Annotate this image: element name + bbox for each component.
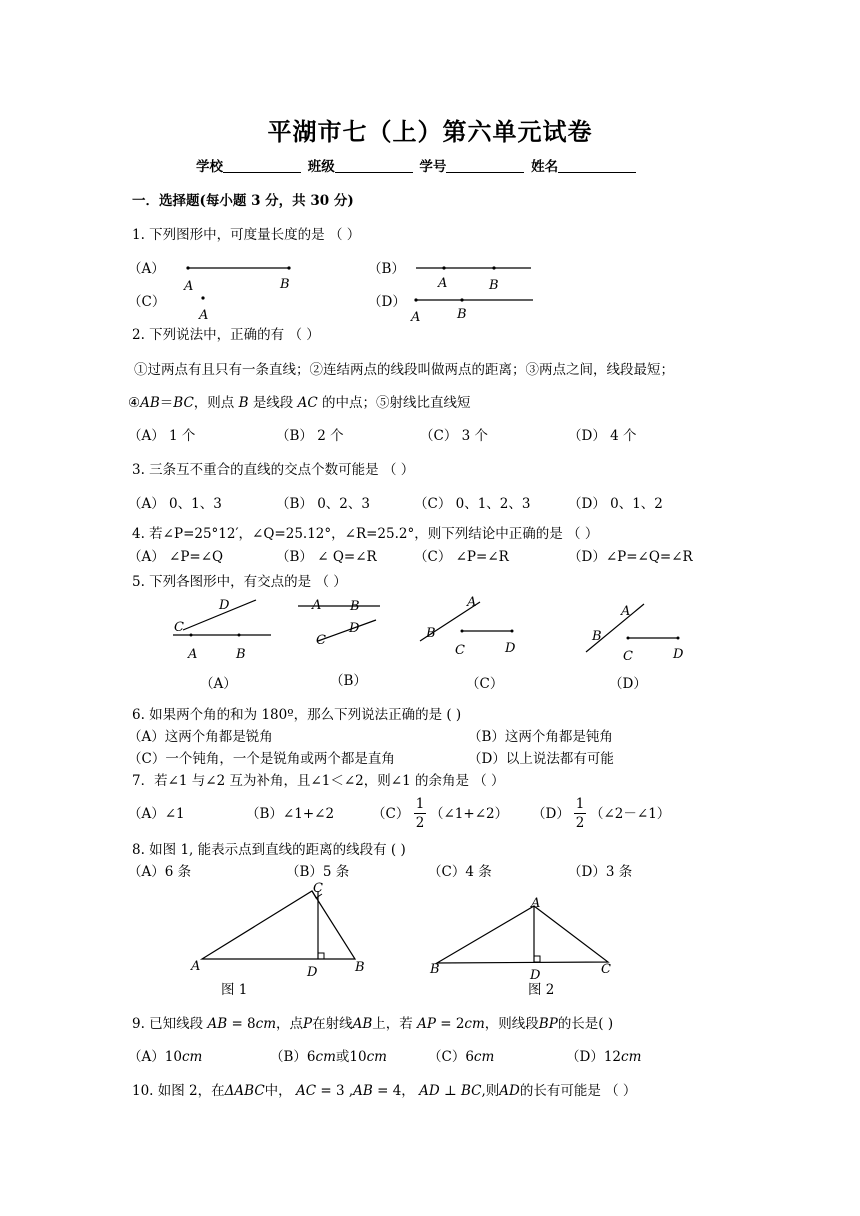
svg-text:B: B: [355, 960, 365, 975]
svg-text:A: A: [438, 276, 448, 291]
figure-2: [429, 896, 611, 983]
section-heading: 一．选择题(每小题 3 分，共 30 分): [132, 193, 354, 209]
q7-option-c-fraction: 1 2: [415, 796, 425, 831]
q6-option-a[interactable]: （A）这两个角都是锐角: [128, 729, 273, 745]
q2-option-b[interactable]: （B） 2 个: [276, 428, 344, 444]
svg-text:A: A: [184, 279, 194, 294]
svg-text:B: B: [426, 626, 436, 641]
svg-text:D: D: [219, 598, 230, 613]
svg-text:A: A: [621, 604, 631, 619]
q7-option-c-text: （∠1+∠2）: [430, 806, 509, 822]
q1-label-d: （D）: [368, 294, 406, 310]
svg-text:D: D: [307, 965, 318, 980]
svg-text:C: C: [623, 649, 633, 664]
q6-option-c[interactable]: （C）一个钝角，一个是锐角或两个都是直角: [128, 751, 395, 767]
q9-option-a[interactable]: （A）10cm: [128, 1049, 203, 1065]
figure-1-caption: 图 1: [221, 982, 248, 998]
q7-option-d-label[interactable]: （D）: [532, 806, 570, 822]
q2-line1: ①过两点有且只有一条直线；②连结两点的线段叫做两点的距离；③两点之间，线段最短；: [134, 362, 674, 378]
svg-text:B: B: [489, 278, 499, 293]
q2-option-a[interactable]: （A） 1 个: [128, 428, 196, 444]
q10-stem: 10. 如图 2，在ΔABC中， AC = 3 ,AB = 4， AD ⊥ BC,则AD的长有可能是 （ ）: [132, 1083, 637, 1099]
svg-text:A: A: [411, 310, 421, 325]
svg-text:D: D: [505, 641, 516, 656]
svg-text:A: A: [312, 598, 322, 613]
q7-option-c-label[interactable]: （C）: [372, 806, 410, 822]
class-label: 班级: [307, 159, 335, 175]
q8-option-c[interactable]: （C）4 条: [428, 864, 492, 880]
q7-option-a[interactable]: （A）∠1: [128, 806, 185, 822]
svg-text:B: B: [280, 277, 290, 292]
q4-option-c[interactable]: （C） ∠P=∠R: [414, 549, 509, 565]
svg-text:C: C: [174, 620, 184, 635]
q3-option-c[interactable]: （C） 0、1、2、3: [414, 496, 531, 512]
svg-text:B: B: [236, 647, 246, 662]
svg-text:B: B: [430, 962, 440, 977]
svg-text:D: D: [530, 968, 541, 983]
q7-option-d-fraction: 1 2: [575, 796, 585, 831]
q3-stem: 3. 三条互不重合的直线的交点个数可能是 （ ）: [132, 462, 415, 478]
q5-stem: 5. 下列各图形中，有交点的是 （ ）: [132, 574, 347, 590]
q1-label-a: （A）: [128, 261, 165, 277]
q8-option-a[interactable]: （A）6 条: [128, 864, 192, 880]
q1-label-b: （B）: [368, 261, 405, 277]
svg-text:D: D: [349, 621, 360, 636]
q5-label-b[interactable]: （B）: [330, 673, 367, 689]
q2-option-c[interactable]: （C） 3 个: [420, 428, 489, 444]
q6-option-b[interactable]: （B）这两个角都是钝角: [468, 729, 613, 745]
q7-option-d-text: （∠2－∠1）: [590, 806, 671, 822]
q9-option-d[interactable]: （D）12cm: [566, 1049, 642, 1065]
q2-line2: ④AB＝BC，则点 B 是线段 AC 的中点；⑤射线比直线短: [128, 395, 471, 411]
svg-text:A: A: [467, 595, 477, 610]
q5-label-a[interactable]: （A）: [200, 676, 237, 692]
school-label: 学校: [196, 159, 223, 175]
q1-stem: 1. 下列图形中，可度量长度的是 （ ）: [132, 227, 361, 243]
q9-stem: 9. 已知线段 AB = 8cm，点P在射线AB上，若 AP = 2cm，则线段BP的长是( ): [132, 1016, 614, 1032]
svg-text:A: A: [199, 308, 209, 323]
svg-text:C: C: [313, 881, 323, 896]
svg-text:B: B: [592, 629, 602, 644]
q4-option-a[interactable]: （A） ∠P=∠Q: [128, 549, 224, 565]
svg-text:C: C: [455, 643, 465, 658]
q8-stem: 8. 如图 1, 能表示点到直线的距离的线段有 ( ): [132, 842, 406, 858]
q2-stem: 2. 下列说法中，正确的有 （ ）: [132, 327, 320, 343]
q3-option-a[interactable]: （A） 0、1、3: [128, 496, 222, 512]
name-label: 姓名: [531, 159, 559, 175]
q4-stem: 4. 若∠P=25°12′，∠Q=25.12°，∠R=25.2°，则下列结论中正确的是 （ ）: [132, 526, 599, 542]
svg-text:A: A: [191, 959, 201, 974]
q3-option-d[interactable]: （D） 0、1、2: [568, 496, 663, 512]
q2-option-d[interactable]: （D） 4 个: [568, 428, 637, 444]
q6-option-d[interactable]: （D）以上说法都有可能: [468, 751, 614, 767]
q3-option-b[interactable]: （B） 0、2、3: [276, 496, 370, 512]
q9-option-c[interactable]: （C）6cm: [428, 1049, 495, 1065]
q5-label-d[interactable]: （D）: [609, 676, 647, 692]
q5-label-c[interactable]: （C）: [466, 676, 504, 692]
q8-option-b[interactable]: （B）5 条: [286, 864, 350, 880]
svg-text:A: A: [531, 896, 541, 911]
svg-text:C: C: [601, 962, 611, 977]
q8-option-d[interactable]: （D）3 条: [568, 864, 633, 880]
svg-text:B: B: [457, 307, 467, 322]
svg-text:B: B: [350, 599, 360, 614]
q7-stem: 7．若∠1 与∠2 互为补角，且∠1＜∠2，则∠1 的余角是 （ ）: [132, 773, 505, 789]
page-title: 平湖市七（上）第六单元试卷: [267, 117, 593, 146]
number-label: 学号: [419, 159, 447, 175]
q6-stem: 6. 如果两个角的和为 180º，那么下列说法正确的是 ( ): [132, 707, 462, 723]
q4-option-d[interactable]: （D）∠P=∠Q=∠R: [568, 549, 693, 565]
q7-option-b[interactable]: （B）∠1+∠2: [246, 806, 335, 822]
figure-1: [190, 881, 365, 980]
q9-option-b[interactable]: （B）6cm或10cm: [270, 1049, 387, 1065]
q1-label-c: （C）: [128, 294, 166, 310]
q4-option-b[interactable]: （B） ∠ Q=∠R: [276, 549, 377, 565]
svg-text:C: C: [316, 633, 326, 648]
figure-2-caption: 图 2: [528, 982, 555, 998]
svg-text:A: A: [188, 647, 198, 662]
svg-text:D: D: [673, 647, 684, 662]
